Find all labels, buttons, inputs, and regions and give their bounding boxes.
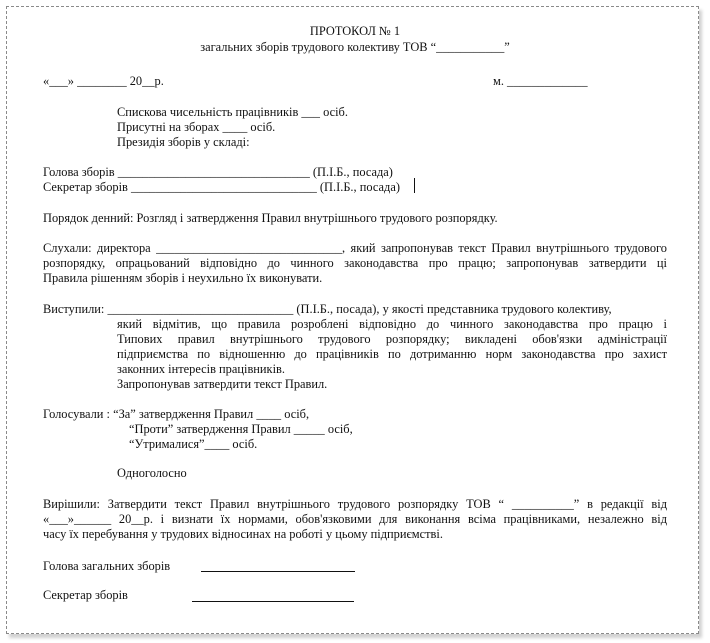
document-title: ПРОТОКОЛ № 1 xyxy=(309,24,401,38)
secretary-signature-line xyxy=(192,601,354,602)
headcount-line: Спискова чисельність працівників ___ осіб. xyxy=(117,105,348,119)
secretary-line: Секретар зборів ______________________________ (П.І.Б., посада) xyxy=(43,180,400,194)
meeting-place: м. _____________ xyxy=(493,74,588,88)
voting-line-3: “Утрималися”____ осіб. xyxy=(129,437,258,451)
speakers-line-5: законних інтересів працівників. xyxy=(117,362,285,376)
text-cursor xyxy=(414,178,415,193)
speakers-line-6: Запропонував затвердити текст Правил. xyxy=(117,377,328,391)
voting-result: Одноголосно xyxy=(117,466,187,480)
meeting-date: «___» ________ 20__р. xyxy=(43,74,164,88)
decision-line-2: «___»______ 20__р. і визнати їх нормами, обов'язковими для виконання всіма працівниками, незалежно від xyxy=(43,512,667,526)
heard-line-2: розпорядку, опрацьований відповідно до чинного законодавства про працю; запропонував затвердити ці xyxy=(43,256,667,270)
speakers-line-3: Типових правил внутрішнього трудового розпорядку; викладені обов'язки адміністрації xyxy=(117,332,667,346)
chair-signature-line xyxy=(201,571,355,572)
decision-line-3: часу їх перебування у трудових відносинах на роботі у цьому підприємстві. xyxy=(43,527,443,541)
speakers-line-1: Виступили: ______________________________ (П.І.Б., посада), у якості представника трудового колективу, xyxy=(43,302,612,316)
agenda-line: Порядок денний: Розгляд і затвердження Правил внутрішнього трудового розпорядку. xyxy=(43,211,498,225)
present-line: Присутні на зборах ____ осіб. xyxy=(117,120,276,134)
voting-line-2: “Проти” затвердження Правил _____ осіб, xyxy=(129,422,353,436)
chair-line: Голова зборів _______________________________ (П.І.Б., посада) xyxy=(43,165,393,179)
speakers-line-2: який відмітив, що правила розроблені відповідно до чинного законодавства про працю і xyxy=(117,317,667,331)
voting-line-1: Голосували : “За” затвердження Правил ____ осіб, xyxy=(43,407,310,421)
presidium-line: Президія зборів у складі: xyxy=(117,135,250,149)
document-subtitle: загальних зборів трудового колективу ТОВ “___________” xyxy=(200,40,510,54)
secretary-signature-label: Секретар зборів xyxy=(43,588,128,602)
chair-signature-label: Голова загальних зборів xyxy=(43,559,171,573)
heard-line-3: Правила рішенням зборів і неухильно їх виконувати. xyxy=(43,271,323,285)
speakers-line-4: підприємства по відношенню до працівників по дотриманню норм законодавства про захист xyxy=(117,347,667,361)
decision-line-1: Вирішили: Затвердити текст Правил внутрішнього трудового розпорядку ТОВ “ __________” в редакції від xyxy=(43,497,667,511)
heard-line-1: Слухали: директора ______________________________, який запропонував текст Правил внутрішнього трудового xyxy=(43,241,667,255)
